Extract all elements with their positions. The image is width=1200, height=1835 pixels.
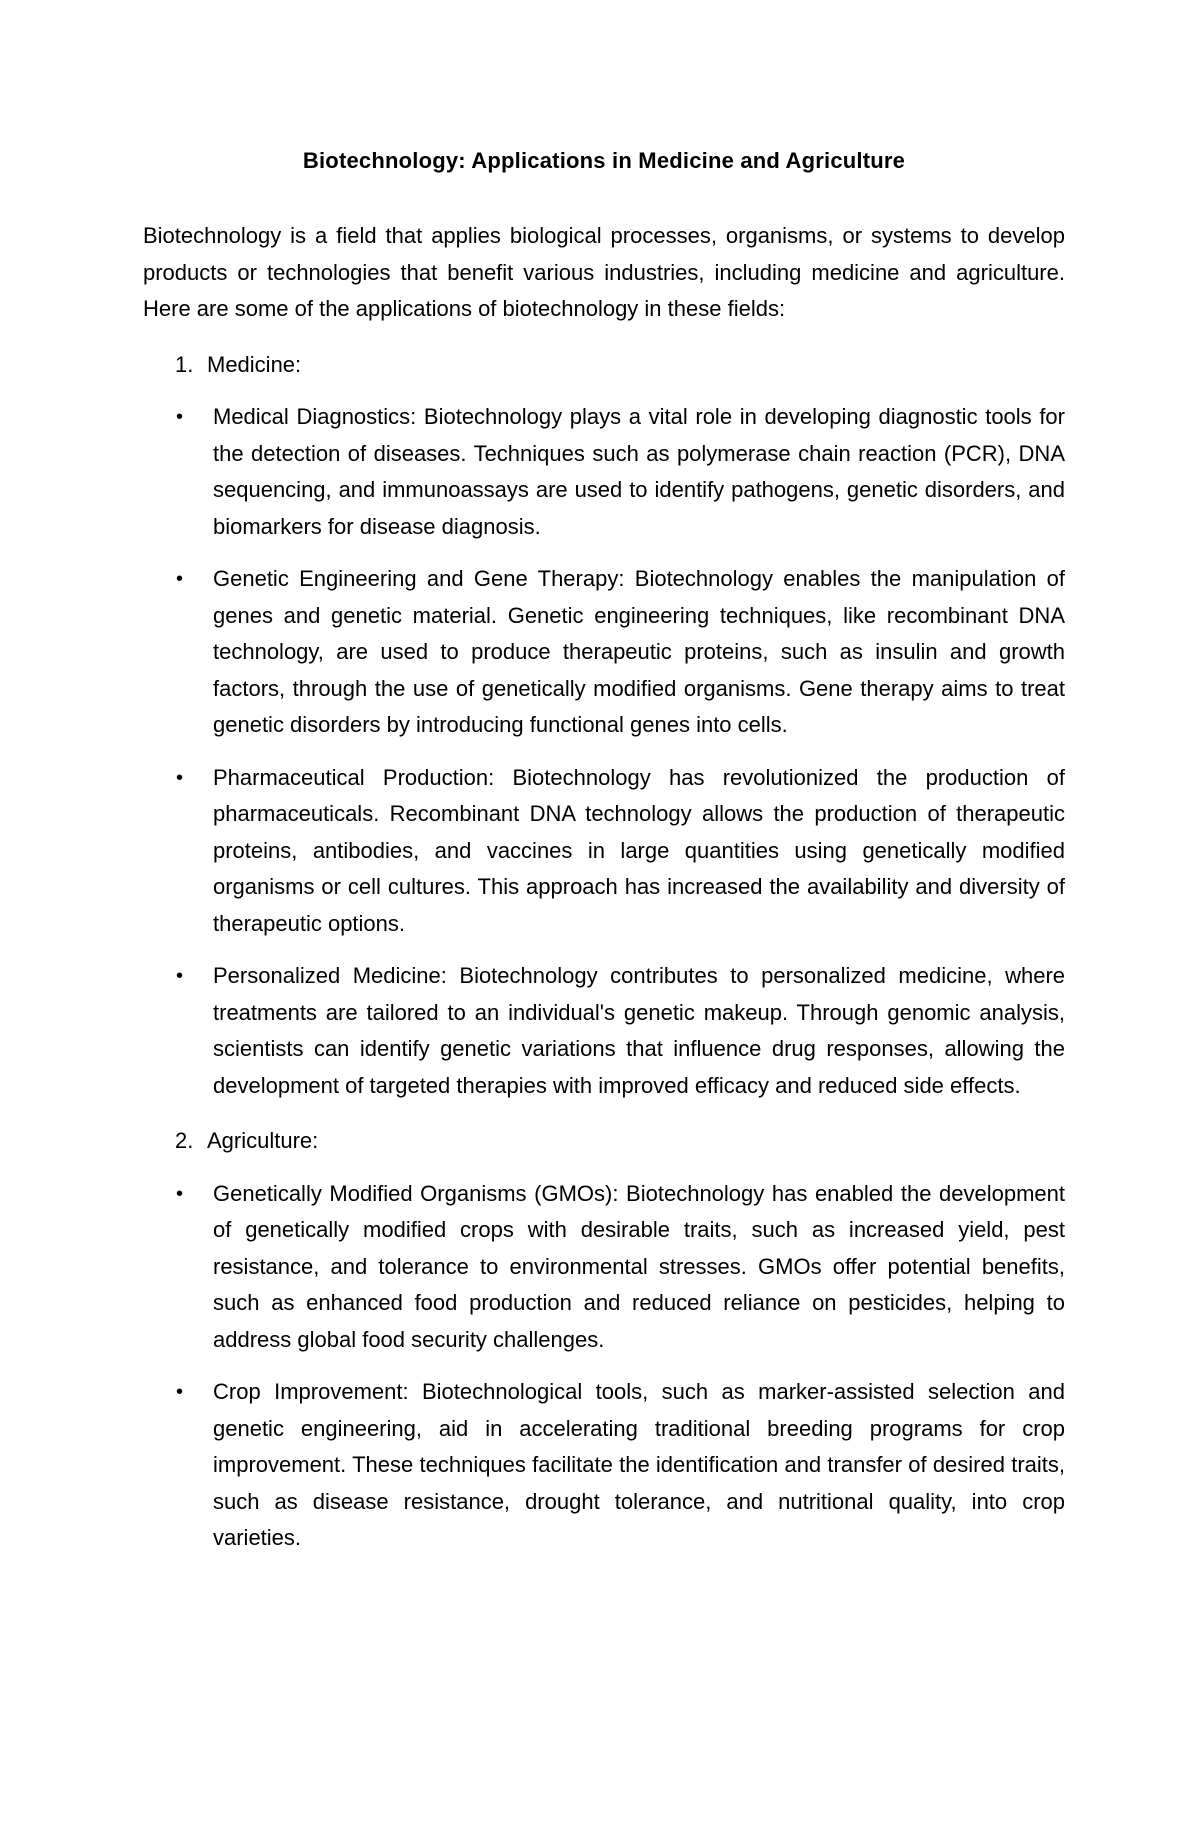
- agriculture-list: [143, 1176, 1065, 1557]
- document-page: [143, 0, 1065, 1557]
- list-item-personalized-medicine: [143, 958, 1065, 1104]
- section-heading-agriculture: [175, 1123, 1065, 1160]
- bullet-icon: •: [176, 406, 184, 428]
- list-item-text: Genetic Engineering and Gene Therapy: Biotechnology enables the manipulation of genes and genetic material. Genetic engineering techniques, like recombinant DNA technology, are used to produce therapeutic proteins, such as insulin and growth factors, through the use of genetically modified organisms. Gene therapy aims to treat genetic disorders by introducing functional genes into cells.: [213, 566, 1065, 737]
- bullet-icon: •: [176, 766, 184, 789]
- list-item-text: Pharmaceutical Production: Biotechnology has revolutionized the production of pharmaceuticals. Recombinant DNA technology allows the production of therapeutic proteins, antibodies, and vaccines in large quantities using genetically modified organisms or cell cultures. This approach has increased the availability and diversity of therapeutic options.: [213, 764, 1065, 936]
- list-item-pharmaceutical-production: [143, 760, 1065, 943]
- medicine-list: [143, 399, 1065, 1104]
- bullet-icon: •: [176, 965, 184, 987]
- document-title: Biotechnology: Applications in Medicine and Agriculture: [302, 148, 906, 173]
- section-title: Medicine:: [207, 351, 302, 377]
- list-item-genetic-engineering: [143, 561, 1065, 744]
- list-item-text: Crop Improvement: Biotechnological tools, such as marker-assisted selection and genetic engineering, aid in accelerating traditional breeding programs for crop improvement. These techniques facilitate the identification and transfer of desired traits, such as disease resistance, drought tolerance, and nutritional quality, into crop varieties.: [213, 1379, 1065, 1550]
- section-title: Agriculture:: [207, 1128, 319, 1153]
- list-item-text: Personalized Medicine: Biotechnology contributes to personalized medicine, where treatments are tailored to an individual's genetic makeup. Through genomic analysis, scientists can identify genetic variations that influence drug responses, allowing the development of targeted therapies with improved efficacy and reduced side effects.: [213, 963, 1065, 1098]
- bullet-icon: •: [176, 1182, 184, 1205]
- list-item-text: Genetically Modified Organisms (GMOs): Biotechnology has enabled the development of genetically modified crops with desirable traits, such as increased yield, pest resistance, and tolerance to environmental stresses. GMOs offer potential benefits, such as enhanced food production and reduced reliance on pesticides, helping to address global food security challenges.: [213, 1180, 1065, 1352]
- bullet-icon: •: [176, 568, 184, 590]
- section-number: 2.: [175, 1128, 194, 1153]
- bullet-icon: •: [176, 1381, 184, 1403]
- section-number: 1.: [175, 351, 194, 377]
- section-heading-medicine: [175, 347, 1065, 384]
- list-item-gmos: [143, 1176, 1065, 1359]
- list-item-medical-diagnostics: [143, 399, 1065, 545]
- list-item-text: Medical Diagnostics: Biotechnology plays a vital role in developing diagnostic tools for the detection of diseases. Techniques such as polymerase chain reaction (PCR), DNA sequencing, and immunoassays are used to identify pathogens, genetic disorders, and biomarkers for disease diagnosis.: [213, 404, 1065, 539]
- intro-paragraph: Biotechnology is a field that applies biological processes, organisms, or systems to develop products or technologies that benefit various industries, including medicine and agriculture. Here are some of the applications of biotechnology in these fields:: [143, 223, 1065, 321]
- list-item-crop-improvement: [143, 1374, 1065, 1557]
